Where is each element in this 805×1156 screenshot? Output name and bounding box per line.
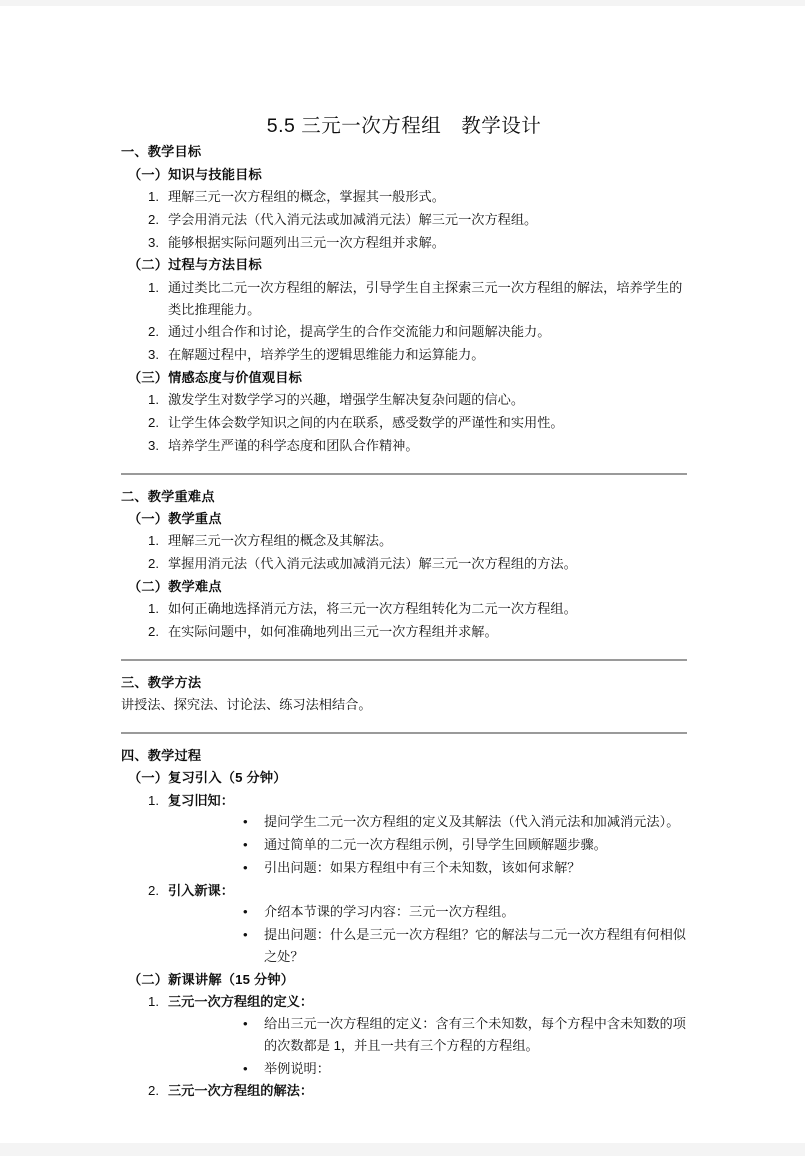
list-marker: 2.: [148, 211, 159, 227]
list-review-intro: [121, 790, 687, 968]
list-marker: 1.: [148, 601, 159, 617]
bullet-text: 通过简单的二元一次方程组示例，引导学生回顾解题步骤。: [264, 837, 607, 853]
subsection-heading-new-lesson: （二）新课讲解（15 分钟）: [128, 971, 295, 987]
teaching-methods-body: 讲授法、探究法、讨论法、练习法相结合。: [121, 697, 372, 713]
list-item: [121, 790, 687, 879]
list-item: [121, 412, 687, 434]
bullet-text: 介绍本节课的学习内容：三元一次方程组。: [264, 904, 515, 920]
bullet-text: 给出三元一次方程组的定义：含有三个未知数，每个方程中含未知数的项的次数都是 1，并且一共有三个方程的方程组。: [264, 1015, 686, 1053]
list-knowledge-skills: [121, 186, 687, 253]
bullet-text: 引出问题：如果方程组中有三个未知数，该如何求解？: [264, 859, 581, 875]
list-item: [121, 186, 687, 208]
list-item: [121, 553, 687, 575]
list-difficult-points: [121, 598, 687, 643]
list-item-text: 通过类比二元一次方程组的解法，引导学生自主探索三元一次方程组的解法，培养学生的类比推理能力。: [168, 279, 683, 317]
subsection-heading-review-intro: （一）复习引入（5 分钟）: [128, 770, 287, 786]
list-item-text: 理解三元一次方程组的概念，掌握其一般形式。: [168, 189, 445, 204]
list-item: [168, 901, 687, 923]
list-item-text: 在解题过程中，培养学生的逻辑思维能力和运算能力。: [168, 347, 485, 363]
list-marker: 2.: [148, 415, 159, 430]
bullet-icon: •: [243, 904, 248, 920]
subsection-heading-difficult-points: （二）教学难点: [128, 578, 222, 594]
list-item: [121, 1080, 687, 1102]
bullet-icon: •: [243, 814, 248, 830]
list-marker: 1.: [148, 189, 159, 204]
page-title: 5.5 三元一次方程组 教学设计: [266, 115, 542, 137]
sublist-bullets: [168, 1013, 687, 1079]
list-marker: 2.: [148, 324, 159, 340]
list-process-method: [121, 277, 687, 366]
document-page: [0, 6, 805, 1143]
subsection-heading-key-points: （一）教学重点: [128, 510, 222, 526]
bullet-icon: •: [243, 1060, 248, 1076]
list-key-points: [121, 530, 687, 575]
list-item: [168, 924, 687, 968]
list-item-text: 让学生体会数学知识之间的内在联系，感受数学的严谨性和实用性。: [168, 415, 564, 430]
list-item: [168, 1013, 687, 1057]
list-marker: 3.: [148, 347, 159, 363]
list-item: [121, 435, 687, 457]
list-item-text: 掌握用消元法（代入消元法或加减消元法）解三元一次方程组的方法。: [168, 556, 577, 572]
list-item-text: 学会用消元法（代入消元法或加减消元法）解三元一次方程组。: [168, 211, 538, 227]
section-heading: 四、教学过程: [121, 747, 202, 763]
list-marker: 3.: [148, 234, 159, 250]
list-item: [121, 232, 687, 254]
list-item: [168, 834, 687, 856]
section-heading: 一、教学目标: [121, 144, 202, 160]
list-item: [121, 389, 687, 411]
list-item: [121, 209, 687, 231]
sublist-bullets: [168, 811, 687, 878]
document-content: [0, 6, 805, 1102]
bullet-text: 提问学生二元一次方程组的定义及其解法（代入消元法和加减消元法）。: [264, 814, 680, 830]
subsection-heading-knowledge-skills: （一）知识与技能目标: [128, 166, 262, 182]
list-new-lesson: [121, 991, 687, 1102]
list-item-text: 复习旧知：: [168, 792, 234, 808]
list-item: [121, 598, 687, 620]
subsection-heading-attitude-values: （三）情感态度与价值观目标: [128, 369, 303, 385]
section-heading: 二、教学重难点: [121, 488, 215, 504]
sublist-bullets: [168, 901, 687, 967]
list-attitude-values: [121, 389, 687, 456]
list-item-text: 通过小组合作和讨论，提高学生的合作交流能力和问题解决能力。: [168, 324, 551, 340]
list-marker: 2.: [148, 882, 159, 898]
list-marker: 1.: [148, 279, 159, 295]
list-marker: 2.: [148, 556, 159, 572]
list-item-text: 如何正确地选择消元方法，将三元一次方程组转化为二元一次方程组。: [168, 601, 577, 617]
list-marker: 1.: [148, 792, 159, 808]
list-item-text: 三元一次方程组的定义：: [168, 994, 314, 1010]
list-item: [121, 321, 687, 343]
list-item: [121, 991, 687, 1079]
bullet-icon: •: [243, 859, 248, 875]
list-item: [121, 621, 687, 643]
list-item: [168, 857, 687, 879]
list-marker: 2.: [148, 624, 159, 640]
list-item: [121, 880, 687, 968]
list-item-text: 能够根据实际问题列出三元一次方程组并求解。: [168, 234, 445, 250]
list-marker: 1.: [148, 994, 159, 1010]
list-item: [168, 811, 687, 833]
subsection-heading-process-method: （二）过程与方法目标: [128, 257, 262, 273]
bullet-icon: •: [243, 1015, 248, 1031]
section-heading: 三、教学方法: [121, 674, 202, 690]
section-teaching-objectives: [121, 141, 687, 456]
list-item-text: 激发学生对数学学习的兴趣，增强学生解决复杂问题的信心。: [168, 392, 525, 408]
list-marker: 3.: [148, 437, 159, 453]
list-item: [121, 344, 687, 366]
bullet-text: 举例说明：: [264, 1060, 330, 1076]
section-key-difficult-points: [121, 473, 687, 643]
list-item-text: 培养学生严谨的科学态度和团队合作精神。: [168, 437, 419, 453]
list-marker: 2.: [148, 1083, 159, 1099]
section-teaching-methods: [121, 659, 687, 716]
list-item-text: 在实际问题中，如何准确地列出三元一次方程组并求解。: [168, 624, 498, 640]
list-item: [168, 1058, 687, 1080]
list-item: [121, 530, 687, 552]
list-item-text: 引入新课：: [168, 882, 234, 898]
list-marker: 1.: [148, 392, 159, 408]
bullet-text: 提出问题：什么是三元一次方程组？它的解法与二元一次方程组有何相似之处？: [264, 927, 686, 965]
list-item-text: 理解三元一次方程组的概念及其解法。: [168, 533, 393, 549]
list-item-text: 三元一次方程组的解法：: [168, 1083, 314, 1099]
list-item: [121, 277, 687, 321]
section-teaching-process: [121, 732, 687, 1102]
bullet-icon: •: [243, 837, 248, 853]
bullet-icon: •: [243, 927, 248, 943]
list-marker: 1.: [148, 533, 159, 549]
